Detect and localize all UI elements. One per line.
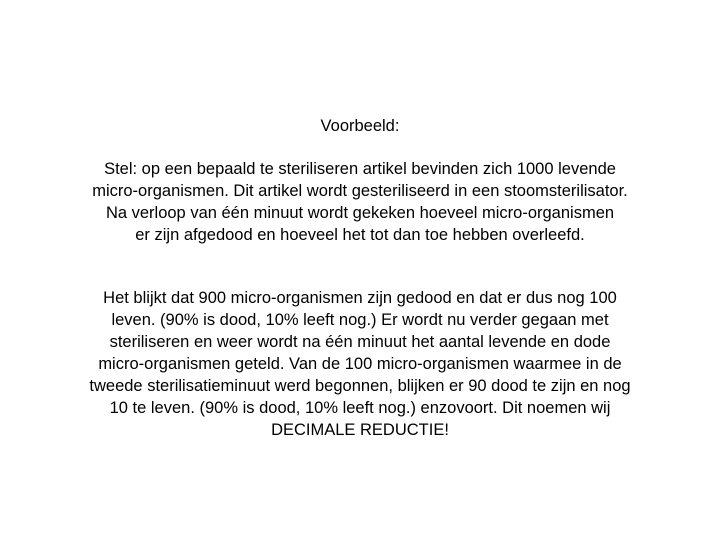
paragraph-line: DECIMALE REDUCTIE! [271, 421, 449, 439]
paragraph-line: micro‐organismen. Dit artikel wordt gesteriliseerd in een stoomsterilisator. [92, 182, 628, 200]
paragraph-line: Stel: op een bepaald te steriliseren artikel bevinden zich 1000 levende [104, 160, 616, 178]
paragraph-line: 10 te leven. (90% is dood, 10% leeft nog.) enzovoort. Dit noemen wij [109, 399, 611, 417]
paragraph-setup [40, 158, 680, 246]
example-heading [40, 115, 680, 137]
heading-text: Voorbeeld: [320, 117, 400, 135]
paragraph-line: steriliseren en weer wordt na één minuut het aantal levende en dode [109, 333, 611, 351]
paragraph-line: micro‐organismen geteld. Van de 100 micro‐organismen waarmee in de [98, 355, 622, 373]
paragraph-line: er zijn afgedood en hoeveel het tot dan toe hebben overleefd. [135, 226, 585, 244]
paragraph-line: Het blijkt dat 900 micro‐organismen zijn gedood en dat er dus nog 100 [103, 289, 617, 307]
paragraph-line: leven. (90% is dood, 10% leeft nog.) Er wordt nu verder gegaan met [111, 311, 609, 329]
paragraph-line: tweede sterilisatieminuut werd begonnen, blijken er 90 dood te zijn en nog [89, 377, 631, 395]
paragraph-result [40, 287, 680, 441]
paragraph-line: Na verloop van één minuut wordt gekeken hoeveel micro‐organismen [105, 204, 615, 222]
